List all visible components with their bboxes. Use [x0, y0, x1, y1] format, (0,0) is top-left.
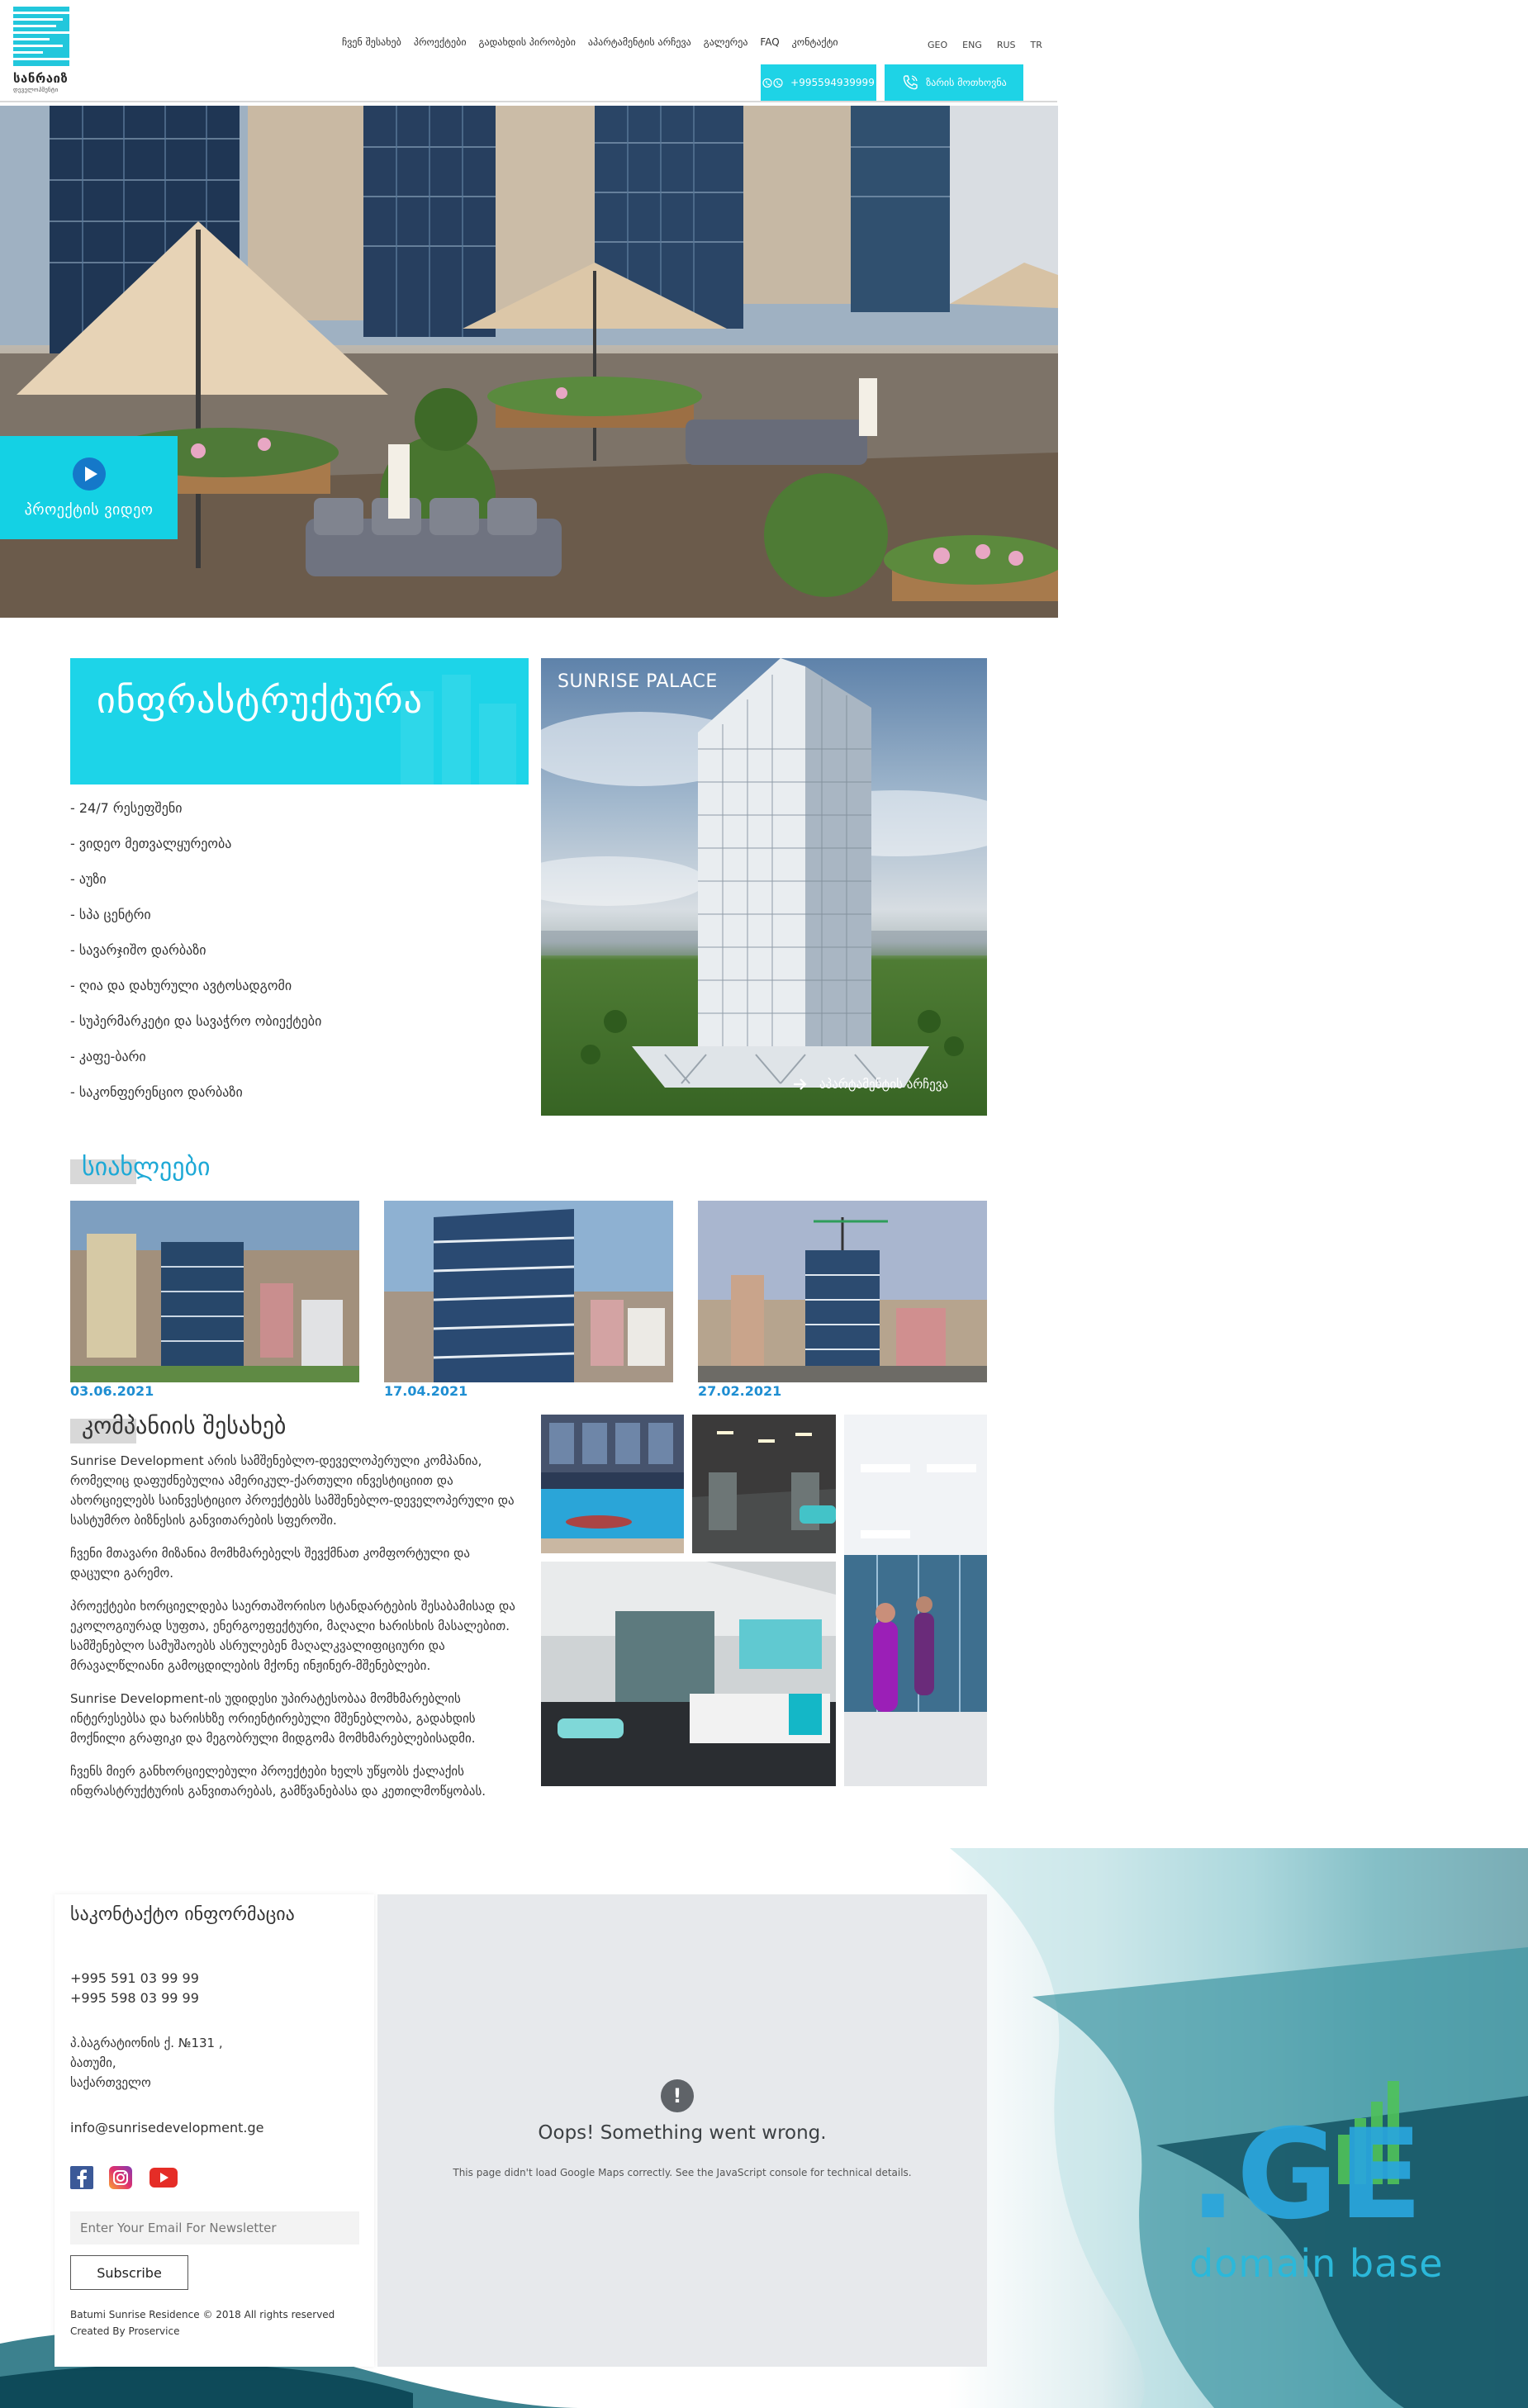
- list-item: - აუზი: [70, 871, 107, 887]
- list-item: - სუპერმარკეტი და სავაჭრო ობიექტები: [70, 1013, 322, 1029]
- phone-whatsapp-icon: [762, 78, 784, 88]
- list-item: - 24/7 რესეფშენი: [70, 800, 183, 816]
- nav-choose-apartment[interactable]: აპარტამენტის არჩევა: [587, 36, 691, 48]
- news-image: [384, 1201, 673, 1382]
- site-header: [0, 0, 1057, 102]
- news-card[interactable]: [70, 1201, 359, 1382]
- list-item: - საკონფერენციო დარბაზი: [70, 1084, 243, 1100]
- about-title: კომპანიის შესახებ: [82, 1412, 287, 1439]
- list-item: - ვიდეო მეთვალყურეობა: [70, 836, 232, 851]
- nav-projects[interactable]: პროექტები: [413, 36, 467, 48]
- choose-apartment-link[interactable]: [793, 1077, 948, 1092]
- tower-image[interactable]: [541, 658, 987, 1116]
- project-video-label: პროექტის ვიდეო: [24, 501, 154, 519]
- logo-title: სანრაიზ: [13, 71, 69, 86]
- hero-image: [0, 106, 1058, 618]
- site-logo[interactable]: [13, 7, 71, 92]
- gallery-pool[interactable]: [541, 1415, 684, 1553]
- created-by-text: Created By Proservice: [70, 2325, 180, 2337]
- gym-image: [844, 1415, 987, 1786]
- youtube-icon[interactable]: [149, 2168, 178, 2188]
- language-switcher: [928, 40, 1042, 50]
- contact-phone[interactable]: +995 591 03 99 99: [70, 1970, 199, 1986]
- main-nav: [342, 36, 838, 53]
- news-date[interactable]: 27.02.2021: [698, 1383, 782, 1399]
- nav-contact[interactable]: კონტაქტი: [791, 36, 838, 48]
- list-item: - კაფე-ბარი: [70, 1049, 146, 1064]
- list-item: - სავარჯიშო დარბაზი: [70, 942, 206, 958]
- about-text: [70, 1451, 516, 1814]
- about-paragraph: პროექტები ხორციელდება საერთაშორისო სტანდარტების შესაბამისად და ეკოლოგიურად სუფთა, ენერგოეფექტური, მაღალი ხარისხის მასალებით. სამშენებლო სამუშაოებს ასრულებენ მაღალკვალიფიციური და მრავალწლიანი გამოცდილების მქონე ინჟინერ-მშენებლები.: [70, 1599, 515, 1673]
- about-paragraph: Sunrise Development არის სამშენებლო-დეველოპერული კომპანია, რომელიც დაფუძნებულია ამერიკულ-ქართული ინვესტიციით და ახორციელებს საინვესტიციო პროექტებს სამშენებლო-დეველოპერული და სასტუმრო ბიზნესის განვითარების სფეროში.: [70, 1453, 515, 1528]
- error-icon: !: [661, 2079, 694, 2112]
- news-card[interactable]: [698, 1201, 987, 1382]
- map-error-title: Oops! Something went wrong.: [538, 2122, 827, 2144]
- contact-email[interactable]: info@sunrisedevelopment.ge: [70, 2120, 264, 2135]
- news-title: სიახლეები: [82, 1153, 211, 1182]
- news-image: [698, 1201, 987, 1382]
- infrastructure-list: [70, 799, 516, 1119]
- domain-base-caption: domain base: [1189, 2241, 1444, 2286]
- logo-mark: [13, 7, 69, 66]
- lang-rus[interactable]: RUS: [996, 40, 1016, 50]
- lang-tr[interactable]: TR: [1030, 40, 1042, 50]
- tower-illustration: [541, 658, 987, 1116]
- subscribe-button[interactable]: Subscribe: [70, 2255, 188, 2290]
- arrow-right-icon: [793, 1078, 808, 1091]
- nav-payment-terms[interactable]: გადახდის პირობები: [478, 36, 576, 48]
- parking-image: [692, 1415, 836, 1553]
- about-paragraph: ჩვენს მიერ განხორციელებული პროექტები ხელს უწყობს ქალაქის ინფრასტრუქტურის განვითარებას, გამწვანებასა და კეთილმოწყობას.: [70, 1764, 486, 1799]
- phone-call-icon: [901, 73, 919, 92]
- gallery-lobby[interactable]: [541, 1562, 836, 1786]
- choose-apartment-label: აპარტამენტის არჩევა: [819, 1077, 949, 1092]
- contact-phone[interactable]: +995 598 03 99 99: [70, 1990, 199, 2006]
- ge-logo-text: .GE: [1189, 2103, 1423, 2247]
- news-card[interactable]: [384, 1201, 673, 1382]
- list-item: - ღია და დახურული ავტოსადგომი: [70, 978, 292, 993]
- copyright-text: Batumi Sunrise Residence © 2018 All rights reserved: [70, 2309, 335, 2320]
- request-call-label: ზარის მოთხოვნა: [926, 77, 1007, 88]
- infrastructure-header: [70, 658, 529, 784]
- lobby-image: [541, 1562, 836, 1786]
- newsletter-email-input[interactable]: [70, 2211, 359, 2244]
- nav-about[interactable]: ჩვენ შესახებ: [342, 36, 401, 48]
- nav-gallery[interactable]: გალერეა: [703, 36, 748, 48]
- map-error-detail: This page didn't load Google Maps correctly. See the JavaScript console for technical details.: [453, 2167, 912, 2178]
- phone-number: +995594939999: [790, 77, 875, 88]
- gallery-parking[interactable]: [692, 1415, 836, 1553]
- request-call-button[interactable]: [885, 64, 1023, 101]
- logo-subtitle: დეველოპმენტი: [13, 87, 59, 93]
- project-video-button[interactable]: [0, 436, 178, 539]
- instagram-icon[interactable]: [109, 2166, 132, 2189]
- contact-address-line: საქართველო: [70, 2075, 151, 2090]
- news-date[interactable]: 17.04.2021: [384, 1383, 468, 1399]
- lang-eng[interactable]: ENG: [962, 40, 982, 50]
- news-date[interactable]: 03.06.2021: [70, 1383, 154, 1399]
- tower-title: SUNRISE PALACE: [558, 671, 718, 692]
- contact-title: საკონტაქტო ინფორმაცია: [70, 1904, 295, 1925]
- gallery-gym[interactable]: [844, 1415, 987, 1786]
- nav-faq[interactable]: FAQ: [760, 36, 780, 48]
- lang-geo[interactable]: GEO: [928, 40, 948, 50]
- rooftop-terrace-illustration: [0, 106, 1058, 618]
- list-item: - სპა ცენტრი: [70, 907, 151, 922]
- contact-address-line: ბათუმი,: [70, 2055, 116, 2070]
- pool-image: [541, 1415, 684, 1553]
- contact-address-line: პ.ბაგრატიონის ქ. №131 ,: [70, 2036, 223, 2050]
- infrastructure-title: ინფრასტრუქტურა: [97, 680, 423, 722]
- news-image: [70, 1201, 359, 1382]
- about-paragraph: Sunrise Development-ის უდიდესი უპირატესობაა მომხმარებლის ინტერესებსა და ხარისხზე ორიენტირებული მშენებლობა, გადახდის მოქნილი გრაფიკი და მეგობრული მიდგომა მომხმარებლებისადმი.: [70, 1691, 476, 1746]
- phone-button[interactable]: [761, 64, 876, 101]
- play-icon: [72, 457, 107, 491]
- facebook-icon[interactable]: [70, 2166, 93, 2189]
- about-paragraph: ჩვენი მთავარი მიზანია მომხმარებელს შევქმნათ კომფორტული და დაცული გარემო.: [70, 1546, 470, 1581]
